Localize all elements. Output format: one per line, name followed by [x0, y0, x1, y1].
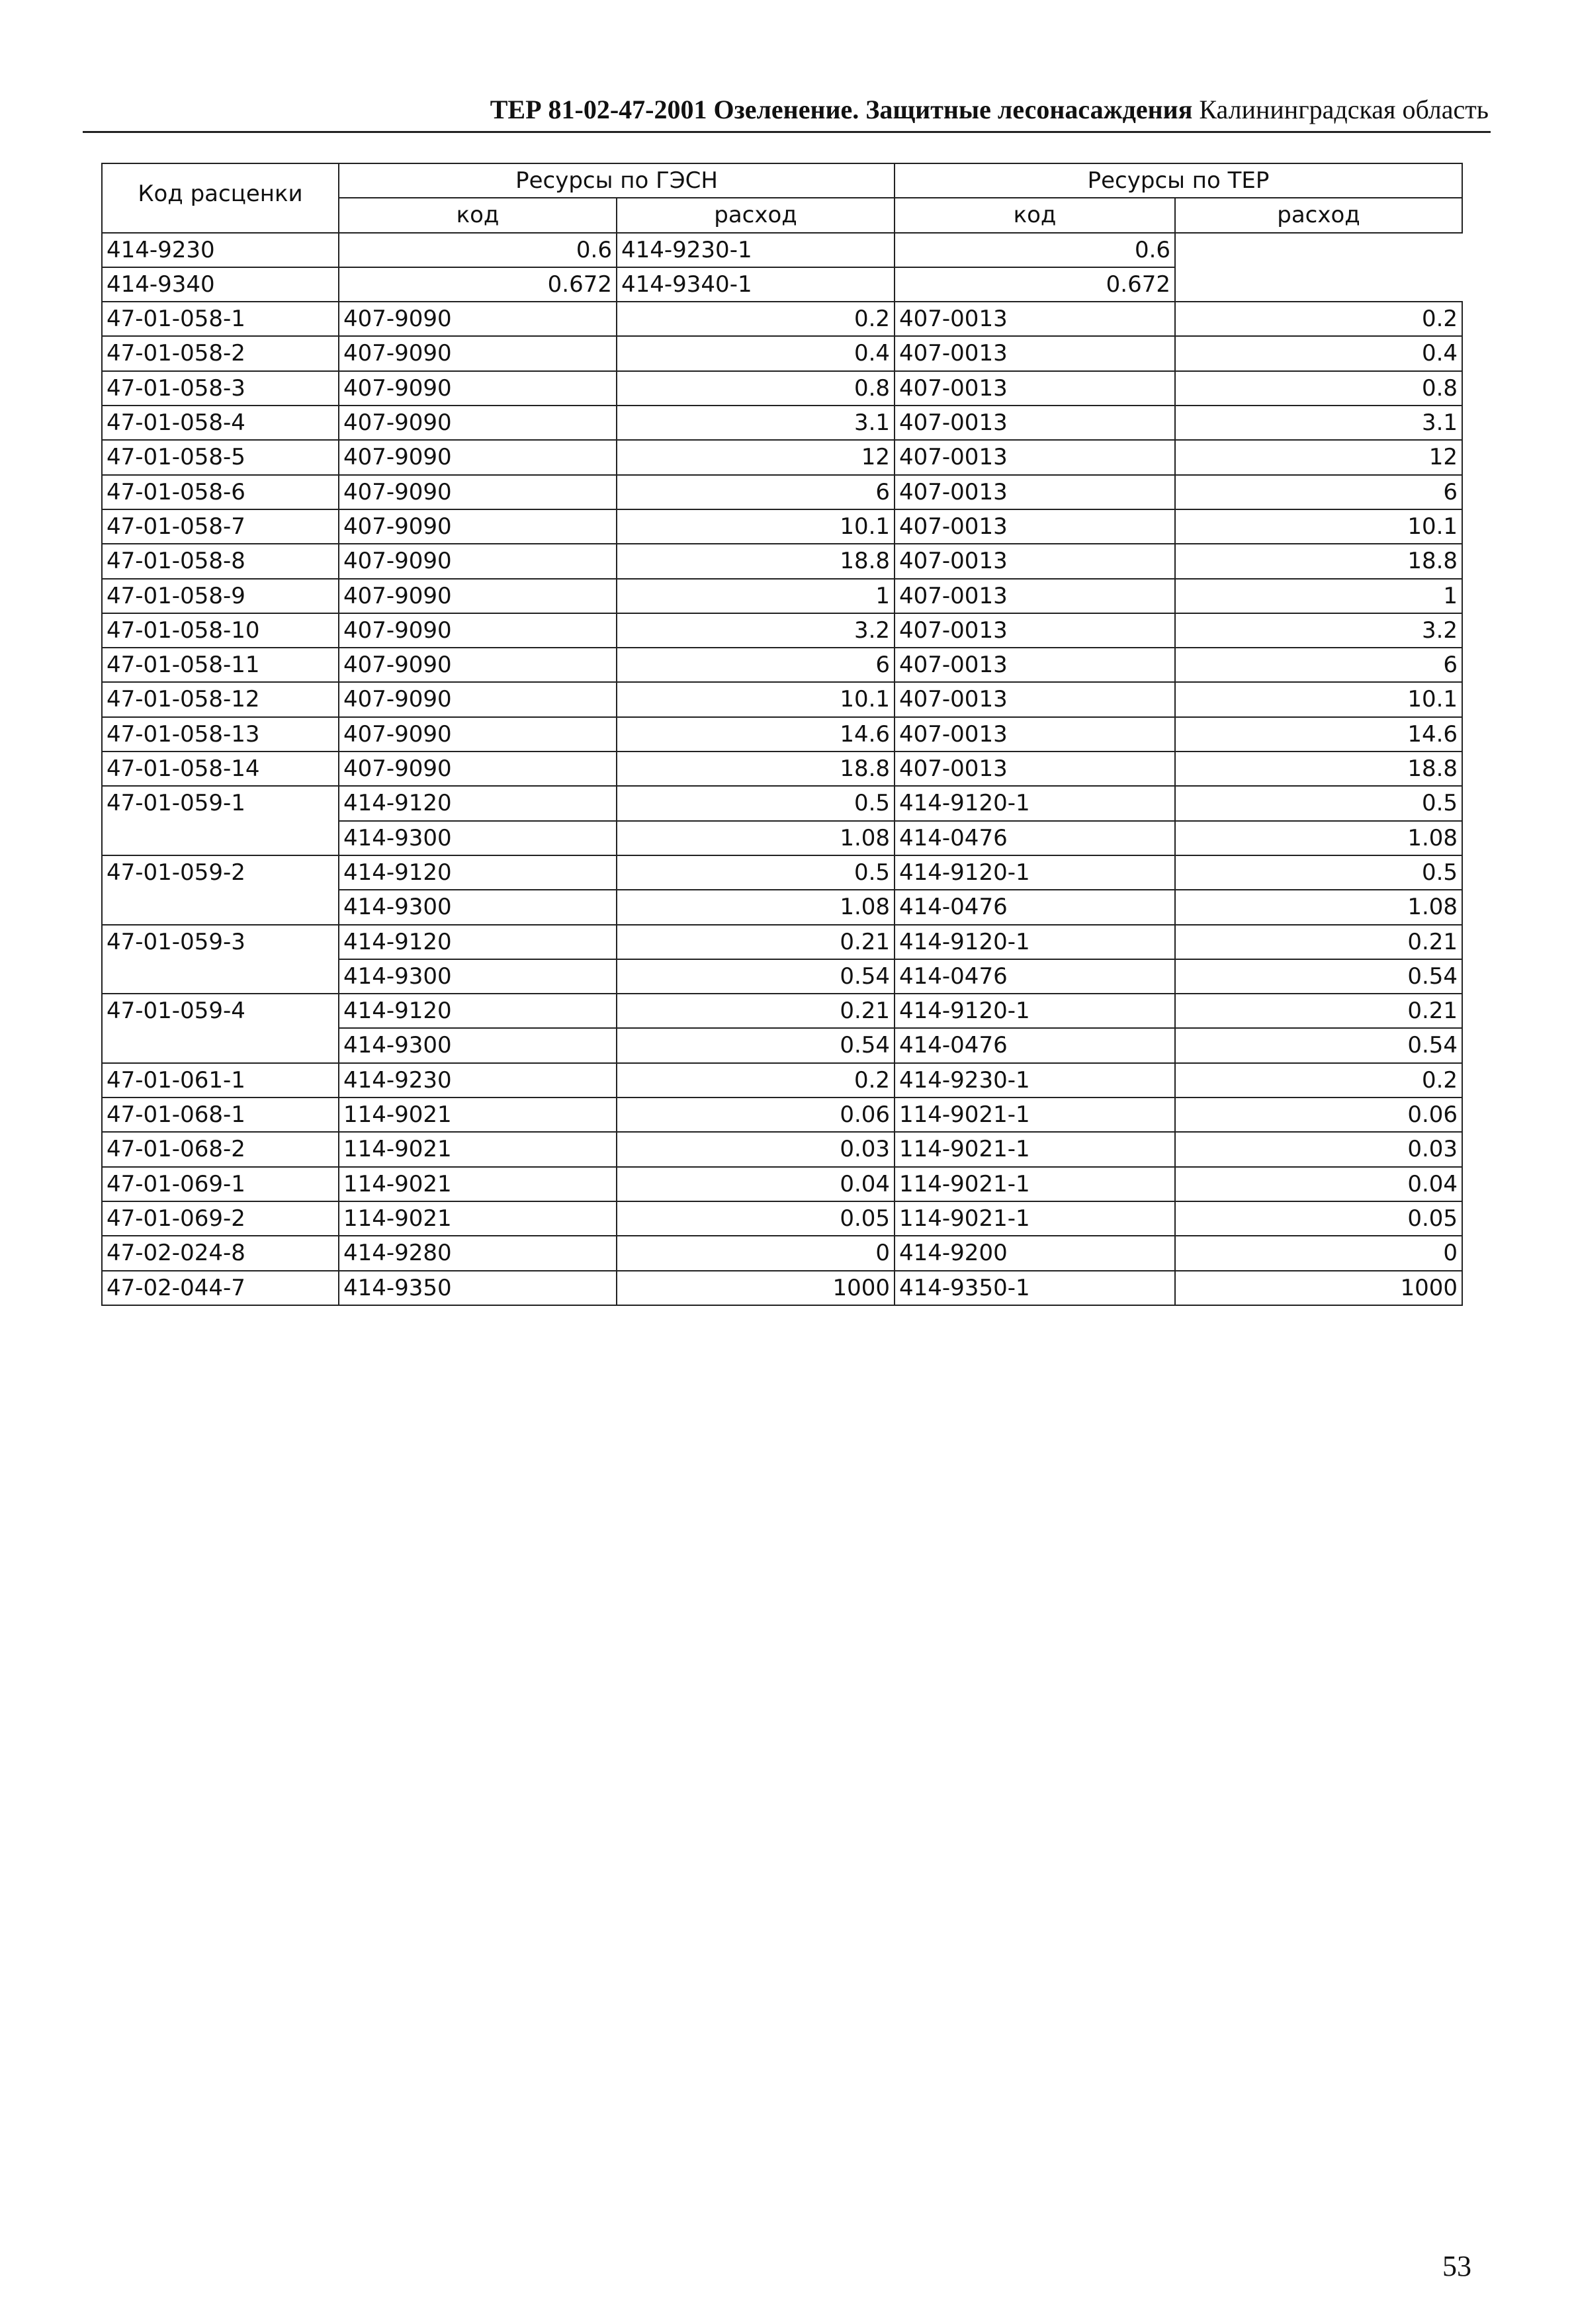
cell-gesn-code: 114-9021 [339, 1097, 617, 1132]
cell-gesn-amount: 3.2 [617, 613, 895, 648]
table-row [102, 855, 1462, 890]
cell-gesn-code: 414-9300 [339, 890, 617, 924]
cell-ter-code: 114-9021-1 [895, 1132, 1175, 1166]
cell-gesn-code: 407-9090 [339, 682, 617, 716]
table-row [102, 371, 1462, 406]
cell-rate-code: 47-01-058-8 [102, 544, 339, 578]
cell-gesn-amount: 0.2 [617, 1063, 895, 1097]
cell-ter-code: 407-0013 [895, 752, 1175, 786]
cell-gesn-amount: 18.8 [617, 752, 895, 786]
cell-ter-code: 407-0013 [895, 579, 1175, 613]
table-row [102, 994, 1462, 1028]
cell-ter-code: 407-0013 [895, 406, 1175, 440]
cell-ter-code: 414-0476 [895, 959, 1175, 994]
cell-ter-amount: 3.1 [1175, 406, 1462, 440]
cell-gesn-code: 414-9230 [339, 1063, 617, 1097]
cell-gesn-amount: 6 [617, 475, 895, 509]
cell-gesn-amount: 0.5 [617, 786, 895, 820]
cell-rate-code: 47-01-068-2 [102, 1132, 339, 1166]
cell-rate-code: 47-01-058-11 [102, 648, 339, 682]
cell-rate-code: 47-01-058-5 [102, 440, 339, 474]
cell-gesn-amount: 14.6 [617, 717, 895, 752]
header-code-rate: Код расценки [102, 163, 339, 233]
cell-ter-amount: 0.21 [1175, 994, 1462, 1028]
cell-gesn-code: 407-9090 [339, 336, 617, 370]
cell-ter-code: 414-9120-1 [895, 786, 1175, 820]
table-row [102, 1097, 1462, 1132]
cell-ter-code: 114-9021-1 [895, 1097, 1175, 1132]
cell-gesn-code: 414-9120 [339, 925, 617, 959]
cell-rate-code: 47-01-058-3 [102, 371, 339, 406]
cell-rate-code: 47-01-061-1 [102, 1063, 339, 1097]
resources-table [101, 163, 1463, 1306]
table-head [102, 163, 1462, 233]
table-row [102, 1271, 1462, 1305]
cell-ter-code: 407-0013 [895, 717, 1175, 752]
cell-ter-code: 414-9340-1 [617, 267, 895, 302]
table-row [102, 544, 1462, 578]
cell-rate-code: 47-01-068-1 [102, 1097, 339, 1132]
cell-ter-amount: 0.2 [1175, 1063, 1462, 1097]
cell-gesn-code: 407-9090 [339, 302, 617, 336]
header-gesn-code: код [339, 198, 617, 232]
cell-gesn-code: 414-9280 [339, 1236, 617, 1270]
cell-ter-code: 414-0476 [895, 890, 1175, 924]
cell-rate-code: 47-01-058-10 [102, 613, 339, 648]
page-number: 53 [1442, 2250, 1471, 2282]
cell-gesn-code: 414-9300 [339, 959, 617, 994]
cell-ter-code: 414-0476 [895, 1028, 1175, 1062]
cell-ter-code: 407-0013 [895, 371, 1175, 406]
cell-gesn-amount: 0.54 [617, 959, 895, 994]
header-rule [83, 131, 1491, 133]
table-row [102, 336, 1462, 370]
page-header [404, 91, 1489, 128]
table-row [102, 1201, 1462, 1236]
cell-ter-amount: 18.8 [1175, 752, 1462, 786]
table-row [102, 475, 1462, 509]
header-title-bold: ТЕР 81-02-47-2001 Озеленение. Защитные лесонасаждения [490, 95, 1193, 124]
cell-gesn-code: 407-9090 [339, 475, 617, 509]
cell-ter-code: 407-0013 [895, 336, 1175, 370]
cell-rate-code: 47-01-069-1 [102, 1167, 339, 1201]
cell-ter-amount: 0.8 [1175, 371, 1462, 406]
cell-ter-code: 407-0013 [895, 613, 1175, 648]
cell-gesn-amount: 0.03 [617, 1132, 895, 1166]
cell-gesn-amount: 0 [617, 1236, 895, 1270]
table-row [102, 509, 1462, 544]
cell-gesn-amount: 0.672 [339, 267, 617, 302]
cell-ter-amount: 0.5 [1175, 855, 1462, 890]
header-ter-resources: Ресурсы по ТЕР [895, 163, 1462, 198]
table-body [102, 233, 1462, 1305]
cell-gesn-amount: 0.2 [617, 302, 895, 336]
table-row [102, 579, 1462, 613]
cell-ter-amount: 1.08 [1175, 821, 1462, 855]
cell-ter-code: 407-0013 [895, 544, 1175, 578]
cell-gesn-amount: 18.8 [617, 544, 895, 578]
cell-ter-code: 414-9230-1 [617, 233, 895, 267]
cell-gesn-amount: 1.08 [617, 821, 895, 855]
cell-gesn-code: 414-9120 [339, 786, 617, 820]
table-row [102, 613, 1462, 648]
cell-rate-code: 47-01-059-2 [102, 855, 339, 925]
cell-gesn-code: 407-9090 [339, 544, 617, 578]
cell-gesn-code: 114-9021 [339, 1132, 617, 1166]
cell-ter-code: 407-0013 [895, 475, 1175, 509]
table-row [102, 682, 1462, 716]
cell-gesn-code: 414-9230 [102, 233, 339, 267]
cell-ter-amount: 0.06 [1175, 1097, 1462, 1132]
cell-gesn-amount: 0.6 [339, 233, 617, 267]
cell-ter-code: 414-9230-1 [895, 1063, 1175, 1097]
cell-rate-code: 47-01-059-4 [102, 994, 339, 1063]
cell-ter-code: 114-9021-1 [895, 1167, 1175, 1201]
cell-ter-amount: 0.21 [1175, 925, 1462, 959]
cell-gesn-code: 414-9350 [339, 1271, 617, 1305]
cell-gesn-code: 414-9120 [339, 994, 617, 1028]
cell-ter-amount: 10.1 [1175, 682, 1462, 716]
cell-gesn-amount: 1 [617, 579, 895, 613]
cell-gesn-code: 407-9090 [339, 440, 617, 474]
cell-gesn-code: 414-9120 [339, 855, 617, 890]
cell-rate-code: 47-01-058-9 [102, 579, 339, 613]
cell-gesn-amount: 0.4 [617, 336, 895, 370]
cell-rate-code: 47-02-024-8 [102, 1236, 339, 1270]
cell-gesn-code: 407-9090 [339, 717, 617, 752]
cell-rate-code: 47-01-058-7 [102, 509, 339, 544]
cell-ter-amount: 10.1 [1175, 509, 1462, 544]
cell-ter-amount: 0.05 [1175, 1201, 1462, 1236]
cell-ter-code: 414-9120-1 [895, 925, 1175, 959]
table-row [102, 302, 1462, 336]
cell-gesn-amount: 10.1 [617, 682, 895, 716]
cell-gesn-code: 407-9090 [339, 579, 617, 613]
table-row [102, 1132, 1462, 1166]
cell-rate-code: 47-01-058-4 [102, 406, 339, 440]
cell-gesn-code: 114-9021 [339, 1167, 617, 1201]
cell-gesn-amount: 0.8 [617, 371, 895, 406]
header-gesn-resources: Ресурсы по ГЭСН [339, 163, 895, 198]
cell-ter-code: 407-0013 [895, 648, 1175, 682]
cell-gesn-amount: 0.05 [617, 1201, 895, 1236]
cell-ter-amount: 12 [1175, 440, 1462, 474]
cell-gesn-code: 407-9090 [339, 752, 617, 786]
cell-ter-code: 407-0013 [895, 302, 1175, 336]
cell-ter-amount: 1000 [1175, 1271, 1462, 1305]
cell-rate-code: 47-01-058-12 [102, 682, 339, 716]
cell-rate-code: 47-01-059-3 [102, 925, 339, 994]
table-row [102, 267, 1462, 302]
cell-gesn-amount: 0.54 [617, 1028, 895, 1062]
cell-ter-amount: 3.2 [1175, 613, 1462, 648]
header-gesn-amount: расход [617, 198, 895, 232]
cell-gesn-code: 407-9090 [339, 648, 617, 682]
cell-ter-amount: 0.54 [1175, 1028, 1462, 1062]
cell-ter-amount: 1.08 [1175, 890, 1462, 924]
cell-ter-amount: 0.03 [1175, 1132, 1462, 1166]
cell-gesn-code: 414-9300 [339, 821, 617, 855]
cell-rate-code: 47-01-058-14 [102, 752, 339, 786]
cell-ter-amount: 0 [1175, 1236, 1462, 1270]
cell-gesn-amount: 0.21 [617, 925, 895, 959]
cell-ter-code: 414-9200 [895, 1236, 1175, 1270]
cell-ter-code: 407-0013 [895, 682, 1175, 716]
table-row [102, 752, 1462, 786]
cell-gesn-code: 407-9090 [339, 371, 617, 406]
cell-ter-code: 414-9120-1 [895, 855, 1175, 890]
cell-ter-amount: 6 [1175, 475, 1462, 509]
cell-gesn-amount: 0.04 [617, 1167, 895, 1201]
table-row [102, 440, 1462, 474]
cell-gesn-amount: 0.06 [617, 1097, 895, 1132]
header-title-region: Калининградская область [1199, 95, 1489, 124]
cell-ter-amount: 1 [1175, 579, 1462, 613]
cell-gesn-code: 114-9021 [339, 1201, 617, 1236]
cell-ter-code: 407-0013 [895, 509, 1175, 544]
cell-rate-code: 47-01-069-2 [102, 1201, 339, 1236]
cell-ter-amount: 0.672 [895, 267, 1175, 302]
cell-ter-code: 407-0013 [895, 440, 1175, 474]
table-row [102, 717, 1462, 752]
cell-rate-code: 47-01-058-6 [102, 475, 339, 509]
table-row [102, 925, 1462, 959]
cell-ter-amount: 0.54 [1175, 959, 1462, 994]
table-row [102, 1236, 1462, 1270]
cell-ter-amount: 14.6 [1175, 717, 1462, 752]
table-row [102, 1167, 1462, 1201]
cell-rate-code: 47-01-058-1 [102, 302, 339, 336]
cell-gesn-amount: 0.5 [617, 855, 895, 890]
cell-gesn-code: 407-9090 [339, 509, 617, 544]
cell-ter-code: 414-0476 [895, 821, 1175, 855]
cell-ter-amount: 18.8 [1175, 544, 1462, 578]
cell-ter-amount: 0.04 [1175, 1167, 1462, 1201]
table-row [102, 406, 1462, 440]
cell-gesn-amount: 6 [617, 648, 895, 682]
cell-ter-amount: 0.2 [1175, 302, 1462, 336]
cell-rate-code: 47-01-059-1 [102, 786, 339, 855]
cell-rate-code: 47-02-044-7 [102, 1271, 339, 1305]
table-row [102, 648, 1462, 682]
cell-gesn-code: 407-9090 [339, 406, 617, 440]
cell-rate-code: 47-01-058-13 [102, 717, 339, 752]
cell-gesn-amount: 0.21 [617, 994, 895, 1028]
cell-rate-code: 47-01-058-2 [102, 336, 339, 370]
table-row [102, 786, 1462, 820]
cell-ter-amount: 0.6 [895, 233, 1175, 267]
cell-ter-code: 414-9120-1 [895, 994, 1175, 1028]
cell-gesn-code: 414-9300 [339, 1028, 617, 1062]
cell-ter-amount: 0.4 [1175, 336, 1462, 370]
cell-gesn-code: 407-9090 [339, 613, 617, 648]
cell-gesn-amount: 10.1 [617, 509, 895, 544]
cell-gesn-amount: 3.1 [617, 406, 895, 440]
table-row [102, 1063, 1462, 1097]
header-ter-amount: расход [1175, 198, 1462, 232]
cell-gesn-amount: 12 [617, 440, 895, 474]
cell-gesn-amount: 1.08 [617, 890, 895, 924]
cell-gesn-code: 414-9340 [102, 267, 339, 302]
header-ter-code: код [895, 198, 1175, 232]
table-head-row-groups [102, 163, 1462, 198]
cell-ter-code: 414-9350-1 [895, 1271, 1175, 1305]
cell-ter-amount: 6 [1175, 648, 1462, 682]
cell-gesn-amount: 1000 [617, 1271, 895, 1305]
cell-ter-code: 114-9021-1 [895, 1201, 1175, 1236]
table-row [102, 233, 1462, 267]
cell-ter-amount: 0.5 [1175, 786, 1462, 820]
